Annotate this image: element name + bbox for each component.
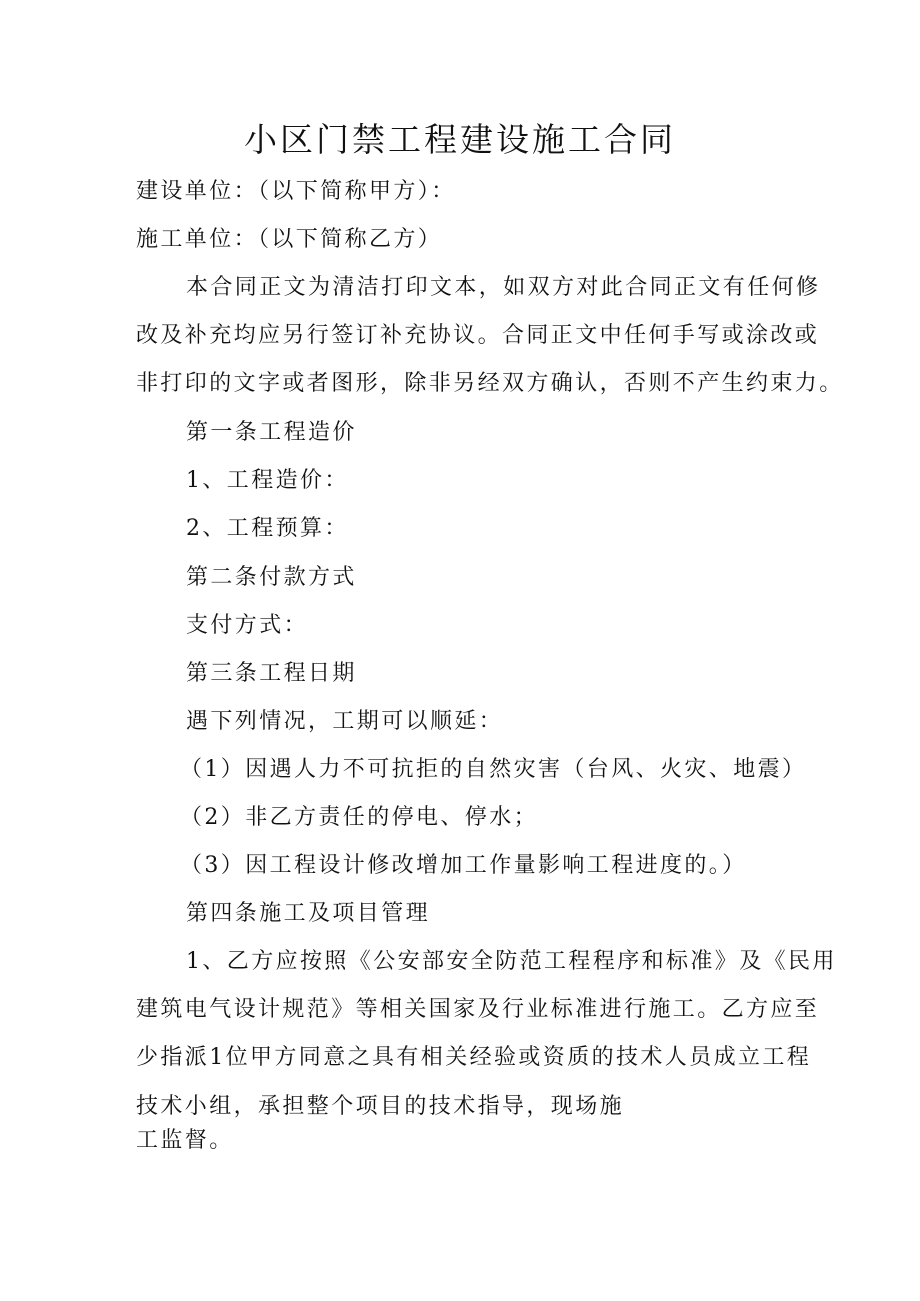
party-a-line: 建设单位：（以下简称甲方）： bbox=[136, 179, 456, 204]
article4-heading: 第四条施工及项目管理 bbox=[186, 901, 431, 926]
article4-line-2: 建筑电气设计规范》等相关国家及行业标准进行施工。乙方应至 bbox=[136, 997, 820, 1022]
article2-heading: 第二条付款方式 bbox=[186, 565, 357, 590]
article1-item-1: 1、工程造价： bbox=[186, 468, 349, 493]
article4-line-5: 工监督。 bbox=[136, 1128, 234, 1153]
article3-item-1: （1）因遇人力不可抗拒的自然灾害（台风、火灾、地震） bbox=[180, 757, 807, 782]
article2-item-1: 支付方式： bbox=[186, 613, 309, 638]
article1-heading: 第一条工程造价 bbox=[186, 420, 357, 445]
article1-item-2: 2、工程预算： bbox=[186, 516, 349, 541]
preamble-line-2: 改及补充均应另行签订补充协议。合同正文中任何手写或涂改或 bbox=[136, 323, 820, 348]
preamble-line-1: 本合同正文为清洁打印文本，如双方对此合同正文有任何修 bbox=[186, 275, 821, 300]
article3-item-3: （3）因工程设计修改增加工作量影响工程进度的。） bbox=[180, 853, 747, 878]
article3-intro: 遇下列情况，工期可以顺延： bbox=[186, 709, 504, 734]
preamble-line-3: 非打印的文字或者图形，除非另经双方确认，否则不产生约束力。 bbox=[136, 371, 844, 396]
article4-line-4: 技术小组，承担整个项目的技术指导，现场施 bbox=[136, 1094, 625, 1119]
article4-line-1: 1、乙方应按照《公安部安全防范工程程序和标准》及《民用 bbox=[186, 949, 837, 974]
party-b-line: 施工单位：（以下简称乙方） bbox=[136, 227, 443, 252]
article4-line-3: 少指派1位甲方同意之具有相关经验或资质的技术人员成立工程 bbox=[136, 1045, 812, 1070]
article3-heading: 第三条工程日期 bbox=[186, 661, 357, 686]
document-title: 小区门禁工程建设施工合同 bbox=[244, 120, 676, 159]
article3-item-2: （2）非乙方责任的停电、停水； bbox=[180, 805, 538, 830]
